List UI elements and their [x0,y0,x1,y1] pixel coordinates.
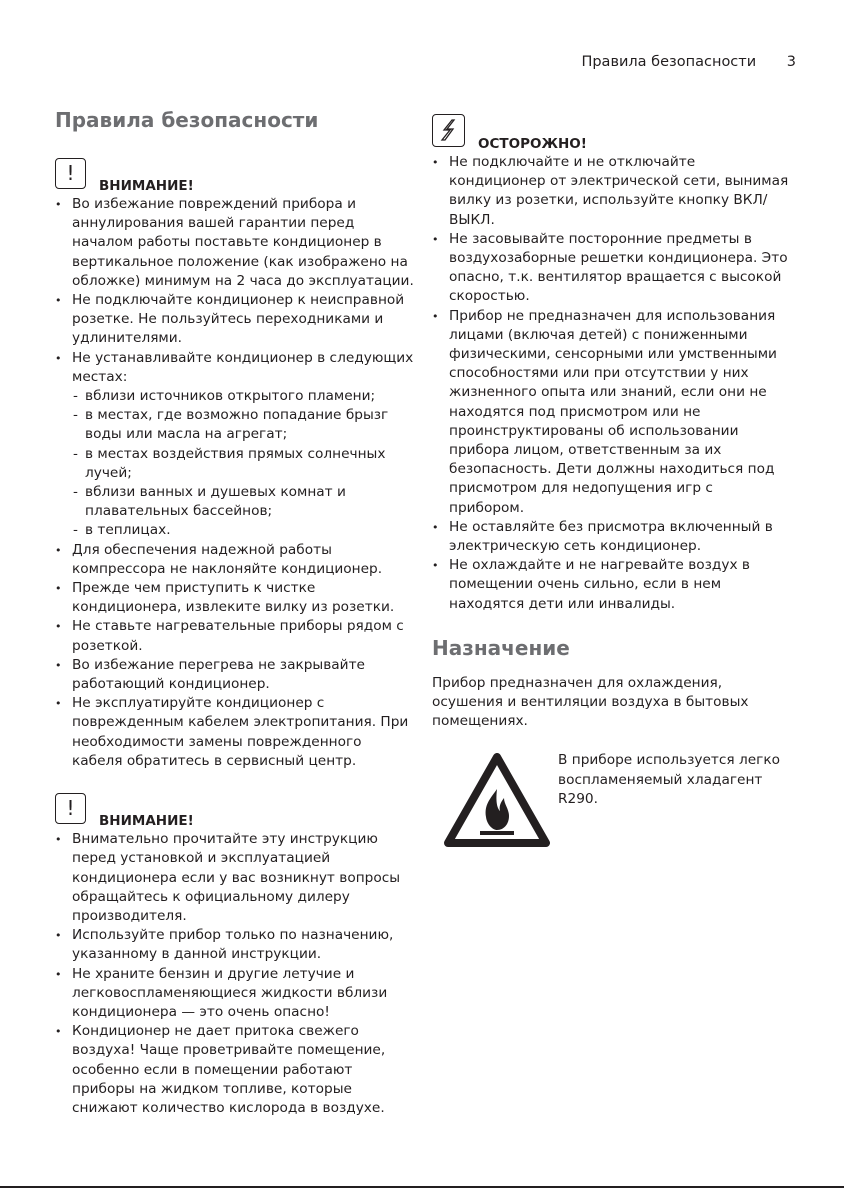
exclamation-box-icon: ! [55,158,86,189]
sub-list-item: - вблизи ванных и душевых комнат и плавательных бассейнов; [55,483,415,521]
purpose-text: Прибор предназначен для охлаждения, осушения и вентиляции воздуха в бытовых помещениях. [432,674,749,730]
warning-label-2: ВНИМАНИЕ! [99,813,194,830]
list-item: • Для обеспечения надежной работы компрессора не наклоняйте кондиционер. [55,541,415,579]
location-sublist [55,387,415,541]
flammable-notice [432,751,792,861]
right-column [432,114,792,861]
list-item: • Не эксплуатируйте кондиционер с поврежденным кабелем электропитания. При необходимости замены поврежденного кабеля обратитесь в сервисный центр. [55,694,415,771]
exclamation-box-icon: ! [55,793,86,824]
sub-list-item: - в теплицах. [55,521,415,540]
warning-list-1b [55,541,415,771]
lightning-box-icon [432,114,465,147]
page-header [581,54,796,70]
warning-list-2 [55,830,415,1118]
list-item: • Не храните бензин и другие летучие и легковоспламеняющиеся жидкости вблизи кондиционера — это очень опасно! [55,965,415,1023]
section-title-purpose: Назначение [432,635,570,660]
list-item: • Прежде чем приступить к чистке кондиционера, извлеките вилку из розетки. [55,579,415,617]
list-item: • Не засовывайте посторонние предметы в воздухозаборные решетки кондиционера. Это опасно, т.к. вентилятор вращается с высокой скоростью. [432,230,792,307]
caution-heading [432,114,792,152]
list-item: • Не подключайте кондиционер к неисправной розетке. Не пользуйтесь переходниками и удлинителями. [55,291,415,349]
bottom-rule [0,1186,844,1188]
list-item: • Во избежание перегрева не закрывайте работающий кондиционер. [55,656,415,694]
sub-list-item: - в местах, где возможно попадание брызг воды или масла на агрегат; [55,406,415,444]
flammable-triangle-icon [444,753,550,847]
caution-label: ОСТОРОЖНО! [478,136,587,152]
warning-heading-1 [55,158,415,194]
sub-list-item: - в местах воздействия прямых солнечных лучей; [55,445,415,483]
left-column [55,108,415,1118]
warning-list-1 [55,195,415,387]
page-number: 3 [786,54,796,70]
list-item: • Не оставляйте без присмотра включенный в электрическую сеть кондиционер. [432,518,792,556]
list-item: • Не ставьте нагревательные приборы рядом с розеткой. [55,617,415,655]
section-title-safety: Правила безопасности [55,108,319,132]
list-item: • Во избежание повреждений прибора и аннулирования вашей гарантии перед началом работы поставьте кондиционер в вертикальное положение (как изображено на обложке) минимум на 2 часа до эксплуатации. [55,195,415,291]
warning-label-1: ВНИМАНИЕ! [99,178,194,194]
list-item: • Не подключайте и не отключайте кондиционер от электрической сети, вынимая вилку из розетки, используйте кнопку ВКЛ/ВЫКЛ. [432,153,792,230]
list-item: • Используйте прибор только по назначению, указанному в данной инструкции. [55,926,415,964]
list-item: • Прибор не предназначен для использования лицами (включая детей) с пониженными физическими, сенсорными или умственными способностями или при отсутствии у них жизненного опыта или знаний, если они не находятся под присмотром или не проинструктированы об использовании прибора лицом, ответственным за их безопасность. Дети должны находиться под присмотром для недопущения игр с прибором. [432,307,792,518]
caution-list [432,153,792,614]
list-item: • Внимательно прочитайте эту инструкцию перед установкой и эксплуатацией кондиционера если у вас возникнут вопросы обращайтесь к официальному дилеру производителя. [55,830,415,926]
flammable-note: В приборе используется легко воспламеняемый хладагент R290. [558,752,780,807]
sub-list-item: - вблизи источников открытого пламени; [55,387,415,406]
list-item: • Не охлаждайте и не нагревайте воздух в помещении очень сильно, если в нем находятся дети или инвалиды. [432,556,792,614]
list-item: • Не устанавливайте кондиционер в следующих местах: [55,349,415,387]
header-title: Правила безопасности [581,54,757,70]
list-item: • Кондиционер не дает притока свежего воздуха! Чаще проветривайте помещение, особенно если в помещении работают приборы на жидком топливе, которые снижают количество кислорода в воздухе. [55,1022,415,1118]
warning-heading-2 [55,793,415,829]
